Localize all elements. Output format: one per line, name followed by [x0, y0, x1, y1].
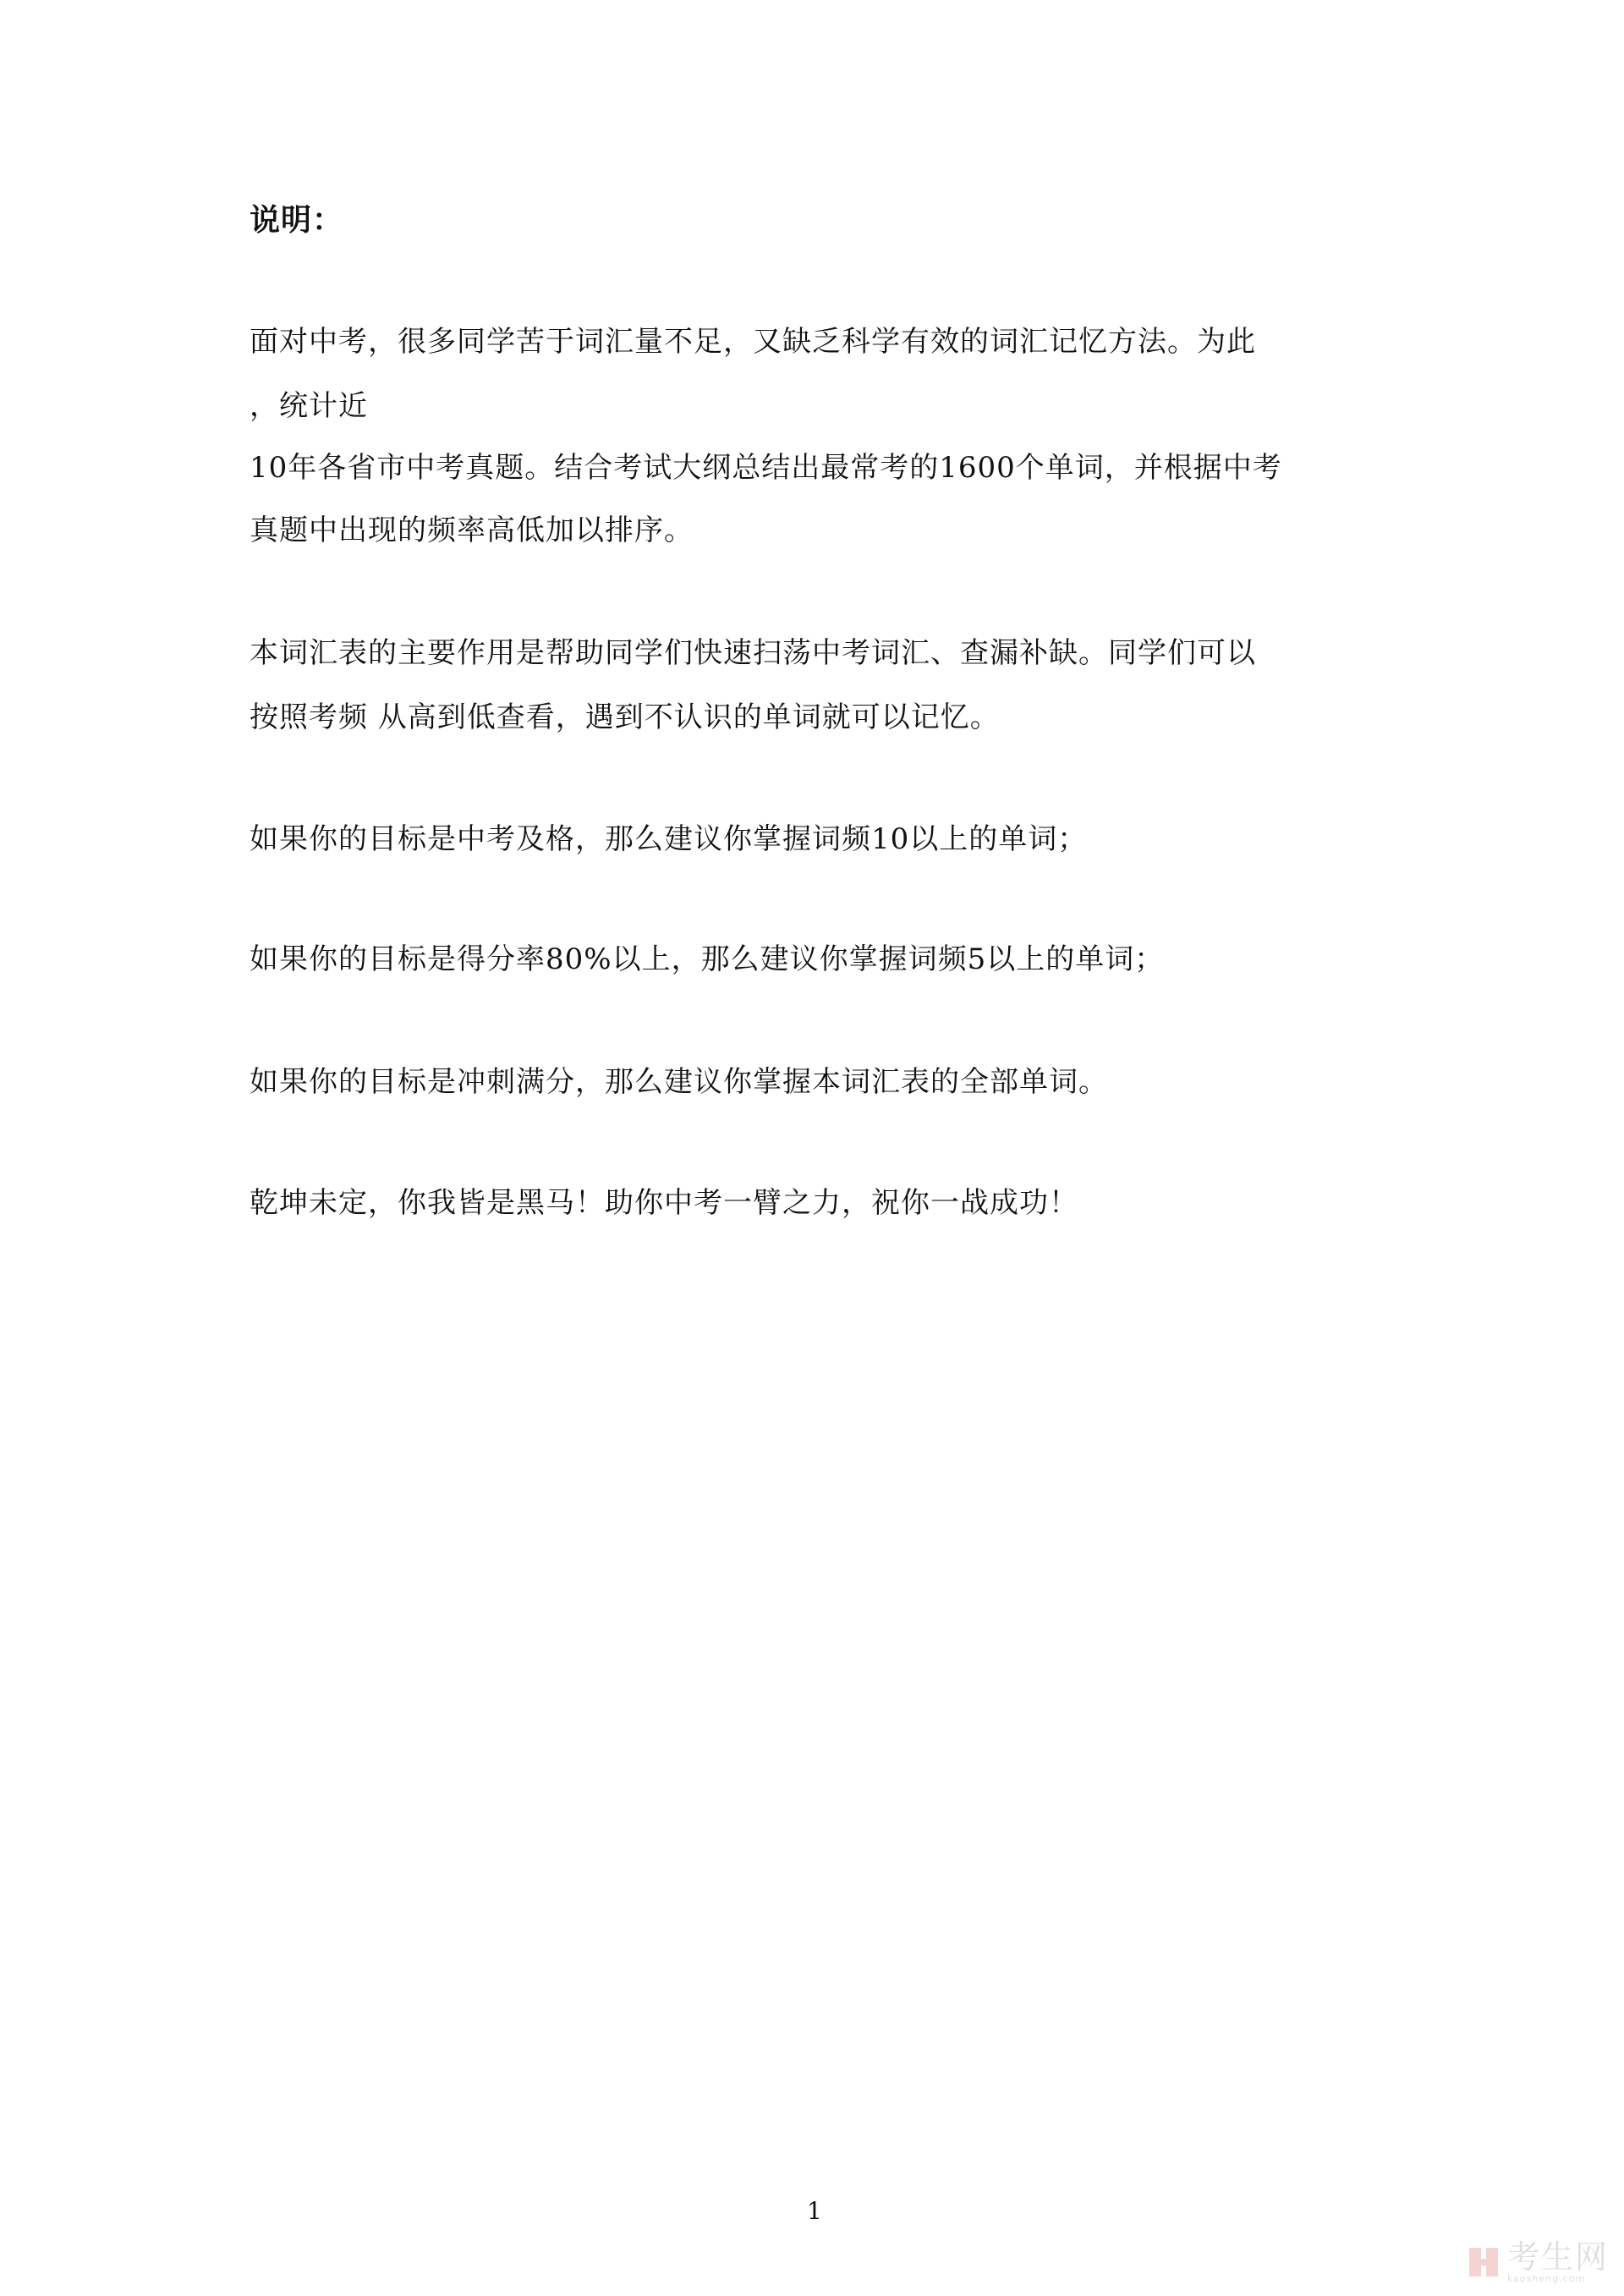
- watermark: [1467, 2240, 1609, 2284]
- page-number: 1: [807, 2197, 822, 2225]
- paragraph-line: 真题中出现的频率高低加以排序。: [250, 514, 694, 547]
- paragraph-line: 如果你的目标是冲刺满分，那么建议你掌握本词汇表的全部单词。: [250, 1065, 1108, 1099]
- paragraph-line: ，统计近: [250, 389, 368, 423]
- paragraph-line: 面对中考，很多同学苦于词汇量不足，又缺乏科学有效的词汇记忆方法。为此: [250, 325, 1256, 359]
- paragraph-line: 本词汇表的主要作用是帮助同学们快速扫荡中考词汇、查漏补缺。同学们可以: [250, 636, 1256, 670]
- paragraph-line: 如果你的目标是中考及格，那么建议你掌握词频10以上的单词；: [250, 822, 1088, 856]
- paragraph-line: 10年各省市中考真题。结合考试大纲总结出最常考的1600个单词，并根据中考: [250, 451, 1282, 485]
- kaosheng-logo-icon: [1467, 2245, 1501, 2279]
- watermark-title: 考生网: [1506, 2238, 1609, 2276]
- paragraph-line: 乾坤未定，你我皆是黑马！助你中考一臂之力，祝你一战成功！: [250, 1186, 1078, 1220]
- paragraph-line: 如果你的目标是得分率80%以上，那么建议你掌握词频5以上的单词；: [250, 942, 1165, 976]
- watermark-subtitle: kaosheng.com: [1506, 2273, 1586, 2284]
- document-heading: 说明：: [250, 202, 344, 238]
- paragraph-line: 按照考频 从高到低查看，遇到不认识的单词就可以记忆。: [250, 700, 1000, 734]
